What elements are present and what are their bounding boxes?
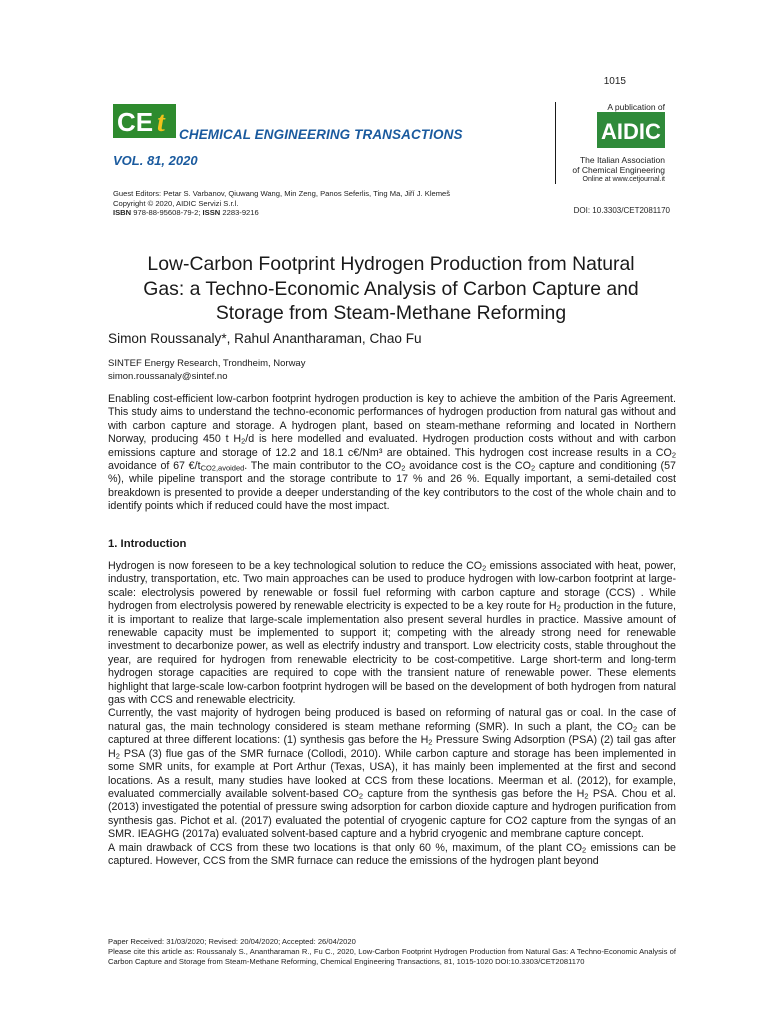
citation-note: Please cite this article as: Roussanaly S., Anantharaman R., Fu C., 2020, Low-Carbon Footprint Hydrogen Production from Natural Gas: A Techno-Economic Analysis of Carbon Capture and Storage from Steam-Methane Reforming, Chemical Engineering Transactions, 81, 1015-1020 DOI:10.3303/CET2081170 <box>108 947 676 967</box>
association-line-2: of Chemical Engineering <box>572 164 665 175</box>
svg-text:t: t <box>157 107 165 138</box>
editorial-info <box>113 189 533 218</box>
journal-name-bold: CHEMICAL ENGINEERING <box>179 127 351 142</box>
aidic-logo <box>597 112 665 148</box>
intro-paragraph-2: Currently, the vast majority of hydrogen being produced is based on reforming of natural gas or coal. In the case of natural gas, the main technology considered is steam methane reforming (SMR). In such a plant, the $CO_2$ can be captured at three different locations: (1) synthesis gas before the $H_2$ Pressure Swing Adsorption (PSA) (2) tail gas after $H_2$ PSA (3) flue gas of the SMR furnace (Collodi, 2010). While carbon capture and storage has been implemented in some SMR units, for example at Port Arthur (Texas, USA), it has mainly been implemented at the first and second locations. As a result, many studies have looked at CCS from these locations. Meerman et al. (2012), for example, evaluated commercially available solvent-based $CO_2$ capture from the synthesis gas before the $H_2$ PSA. Chou et al. (2013) investigated the potential of pressure swing adsorption for carbon dioxide capture and hydrogen purification from synthesis gas. Pichot et al. (2017) evaluated the potential of cryogenic capture for CO2 capture from the syngas of an SMR. IEAGHG (2017a) evaluated solvent-based capture and a hybrid cryogenic and membrane capture concept. <box>108 707 677 841</box>
authors: Simon Roussanaly*, Rahul Anantharaman, Chao Fu <box>108 331 422 346</box>
title-line-3: Storage from Steam-Methane Reforming <box>215 302 567 325</box>
subscript: 2 <box>401 463 406 473</box>
introduction-body <box>108 560 676 868</box>
title-line-2: Gas: a Techno-Economic Analysis of Carbon Capture and <box>143 277 639 300</box>
subscript: 2 <box>115 751 120 761</box>
association-line-1: The Italian Association <box>579 155 665 165</box>
doi-link[interactable]: DOI: 10.3303/CET2081170 <box>573 206 670 215</box>
volume-label: VOL. 81, 2020 <box>113 153 198 168</box>
journal-name <box>179 127 463 142</box>
section-heading: 1. Introduction <box>108 538 187 550</box>
svg-text:AIDIC: AIDIC <box>601 119 661 144</box>
subscript: 2 <box>556 603 561 613</box>
svg-text:CE: CE <box>117 107 154 137</box>
subscript: 2 <box>582 845 587 855</box>
association-info <box>505 156 665 185</box>
issn-label: ISSN <box>202 208 221 218</box>
subscript: 2 <box>358 791 364 801</box>
affiliation-block <box>108 357 305 383</box>
guest-editors: Guest Editors: Petar S. Varbanov, Qiuwang Wang, Min Zeng, Panos Seferlis, Ting Ma, Jiří J. Klemeš <box>113 189 451 198</box>
page-number: 1015 <box>603 76 626 87</box>
publication-label: A publication of <box>607 102 665 112</box>
corresponding-email[interactable]: simon.roussanaly@sintef.no <box>108 371 228 383</box>
subscript: 2 <box>584 791 589 801</box>
copyright: Copyright © 2020, AIDIC Servizi S.r.l. <box>113 198 239 208</box>
subscript: 2 <box>428 737 433 747</box>
abstract: Enabling cost-efficient low-carbon footprint hydrogen production is key to achieve the ambition of the Paris Agreement. This study aims to understand the techno-economic performances of hydrogen production from natural gas without and with carbon capture and storage. A hydrogen plant, based on steam-methane reforming and located in Northern Norway, producing 450 t $H_2/d$ is here modelled and evaluated. Hydrogen production costs without and with carbon emissions capture and storage of 12.2 and 18.1 c€/Nm³ are obtained. This hydrogen cost increase results in a $CO_2$ avoidance of 67 $€/t_{CO2,avoided}$. The main contributor to the $CO_2$ avoidance cost is the $CO_2$ capture and conditioning (57 %), while pipeline transport and the storage contribute to 17 % and 26 %. Equally important, a semi-detailed cost breakdown is presented to provide a deeper understanding of the key contributors to the cost of the whole chain and to identify points which if reduced could have the most impact. <box>108 393 676 513</box>
subscript: 2 <box>241 436 246 446</box>
isbn-value: 978-88-95608-79-2; <box>133 208 201 218</box>
subscript: 2 <box>632 724 638 734</box>
journal-website: Online at www.cetjournal.it <box>582 176 665 184</box>
page-footer <box>108 937 676 968</box>
affiliation: SINTEF Energy Research, Trondheim, Norway <box>108 358 306 369</box>
isbn-issn <box>113 208 533 218</box>
issn-value: 2283-9216 <box>222 208 259 218</box>
subscript: 2 <box>482 563 487 573</box>
isbn-label: ISBN <box>113 208 132 218</box>
journal-name-light: TRANSACTIONS <box>354 127 463 142</box>
cet-journal-logo <box>113 104 176 138</box>
title-line-1: Low-Carbon Footprint Hydrogen Production from Natural <box>147 253 635 275</box>
article-title <box>100 252 682 326</box>
received-dates: Paper Received: 31/03/2020; Revised: 20/04/2020; Accepted: 26/04/2020 <box>108 937 356 946</box>
intro-paragraph-3: A main drawback of CCS from these two locations is that only 60 %, maximum, of the plant $CO_2$ emissions can be captured. However, CCS from the SMR furnace can reduce the emissions of the hydrogen plant beyond <box>108 841 676 867</box>
subscript: 2 <box>530 463 536 473</box>
intro-paragraph-1: Hydrogen is now foreseen to be a key technological solution to reduce the $CO_2$ emissions associated with heat, power, industry, transportation, etc. Two main approaches can be used to produce hydrogen with low-carbon footprint at large-scale: electrolysis powered by renewable or fossil fuel reforming with carbon capture and storage (CCS) . While hydrogen from electrolysis powered by renewable electricity is expected to be a key route for $H_2$ production in the future, it is important to realize that large-scale implementation also present several hurdles in practice. Massive amount of renewable capacity must be implemented to support it; competing with the already strong need for renewable investment to decarbonize power, as well as electrify industry and transport. Low electricity costs, stable throughout the year, are required for hydrogen from renewable electricity to be cost-competitive. Large short-term and long-term hydrogen storage capacities are required to cope with the transient nature of renewable power. These elements highlight that large-scale low-carbon footprint hydrogen will be based on the development of both hydrogen from natural gas with CCS and renewable electricity. <box>108 560 677 707</box>
subscript: CO2,avoided <box>200 463 245 473</box>
subscript: 2 <box>671 450 676 460</box>
